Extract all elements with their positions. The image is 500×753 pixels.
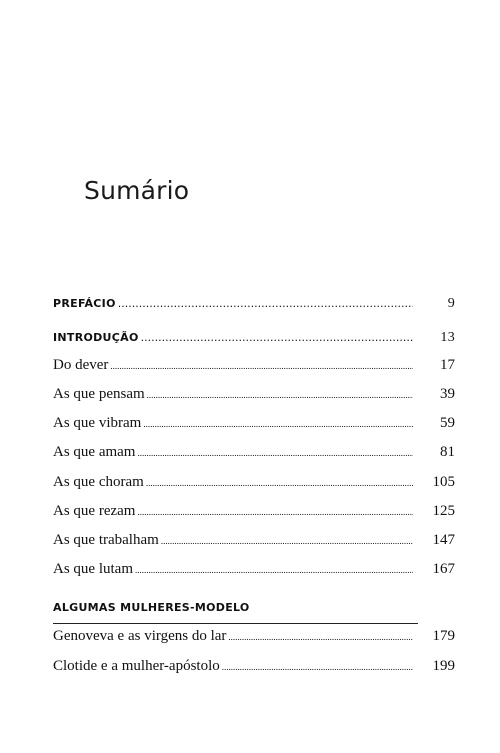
dot-leader: [228, 632, 413, 642]
toc-page-number: 81: [440, 444, 455, 460]
toc-label: Genoveva e as virgens do lar: [53, 628, 227, 644]
dot-leader: [137, 448, 413, 458]
toc-label: As que lutam: [53, 561, 133, 577]
toc-page-number: 59: [440, 415, 455, 431]
dot-leader: [118, 297, 413, 310]
toc-label: Clotide e a mulher-apóstolo: [53, 658, 220, 674]
toc-row: [53, 658, 455, 680]
toc-label: Do dever: [53, 357, 109, 373]
toc-row-prefacio: [53, 296, 455, 318]
dot-leader: [222, 662, 413, 672]
toc-row: [53, 444, 455, 466]
toc-label: As que choram: [53, 474, 144, 490]
toc-row: [53, 474, 455, 496]
toc-page-number: 39: [440, 386, 455, 402]
dot-leader: [141, 331, 413, 344]
toc-row: [53, 561, 455, 583]
toc-label: INTRODUÇÃO: [53, 331, 139, 344]
toc-page-number: 199: [432, 658, 455, 674]
dot-leader: [161, 536, 413, 546]
page-title: Sumário: [84, 176, 190, 205]
toc-label: PREFÁCIO: [53, 297, 116, 310]
toc-row: [53, 415, 455, 437]
toc-label: As que rezam: [53, 503, 136, 519]
toc-page-number: 105: [432, 474, 455, 490]
toc-row-introducao: [53, 330, 455, 352]
toc-page-number: 125: [432, 503, 455, 519]
toc-page-number: 147: [432, 532, 455, 548]
toc-label: As que pensam: [53, 386, 145, 402]
toc-page-number: 179: [432, 628, 455, 644]
section-divider: [53, 623, 418, 624]
section-heading: ALGUMAS MULHERES-MODELO: [53, 601, 250, 614]
toc-page-number: 17: [440, 357, 455, 373]
toc-row: [53, 386, 455, 408]
toc-row: [53, 357, 455, 379]
toc-row: [53, 503, 455, 525]
dot-leader: [110, 361, 413, 371]
toc-page-number: 13: [440, 330, 455, 345]
dot-leader: [137, 507, 413, 517]
toc-row: [53, 532, 455, 554]
dot-leader: [146, 478, 413, 488]
toc-page-number: 167: [432, 561, 455, 577]
toc-row: [53, 628, 455, 650]
toc-label: As que vibram: [53, 415, 142, 431]
toc-label: As que trabalham: [53, 532, 159, 548]
toc-page-number: 9: [447, 296, 455, 311]
dot-leader: [135, 565, 413, 575]
dot-leader: [143, 419, 413, 429]
dot-leader: [147, 390, 413, 400]
toc-label: As que amam: [53, 444, 136, 460]
